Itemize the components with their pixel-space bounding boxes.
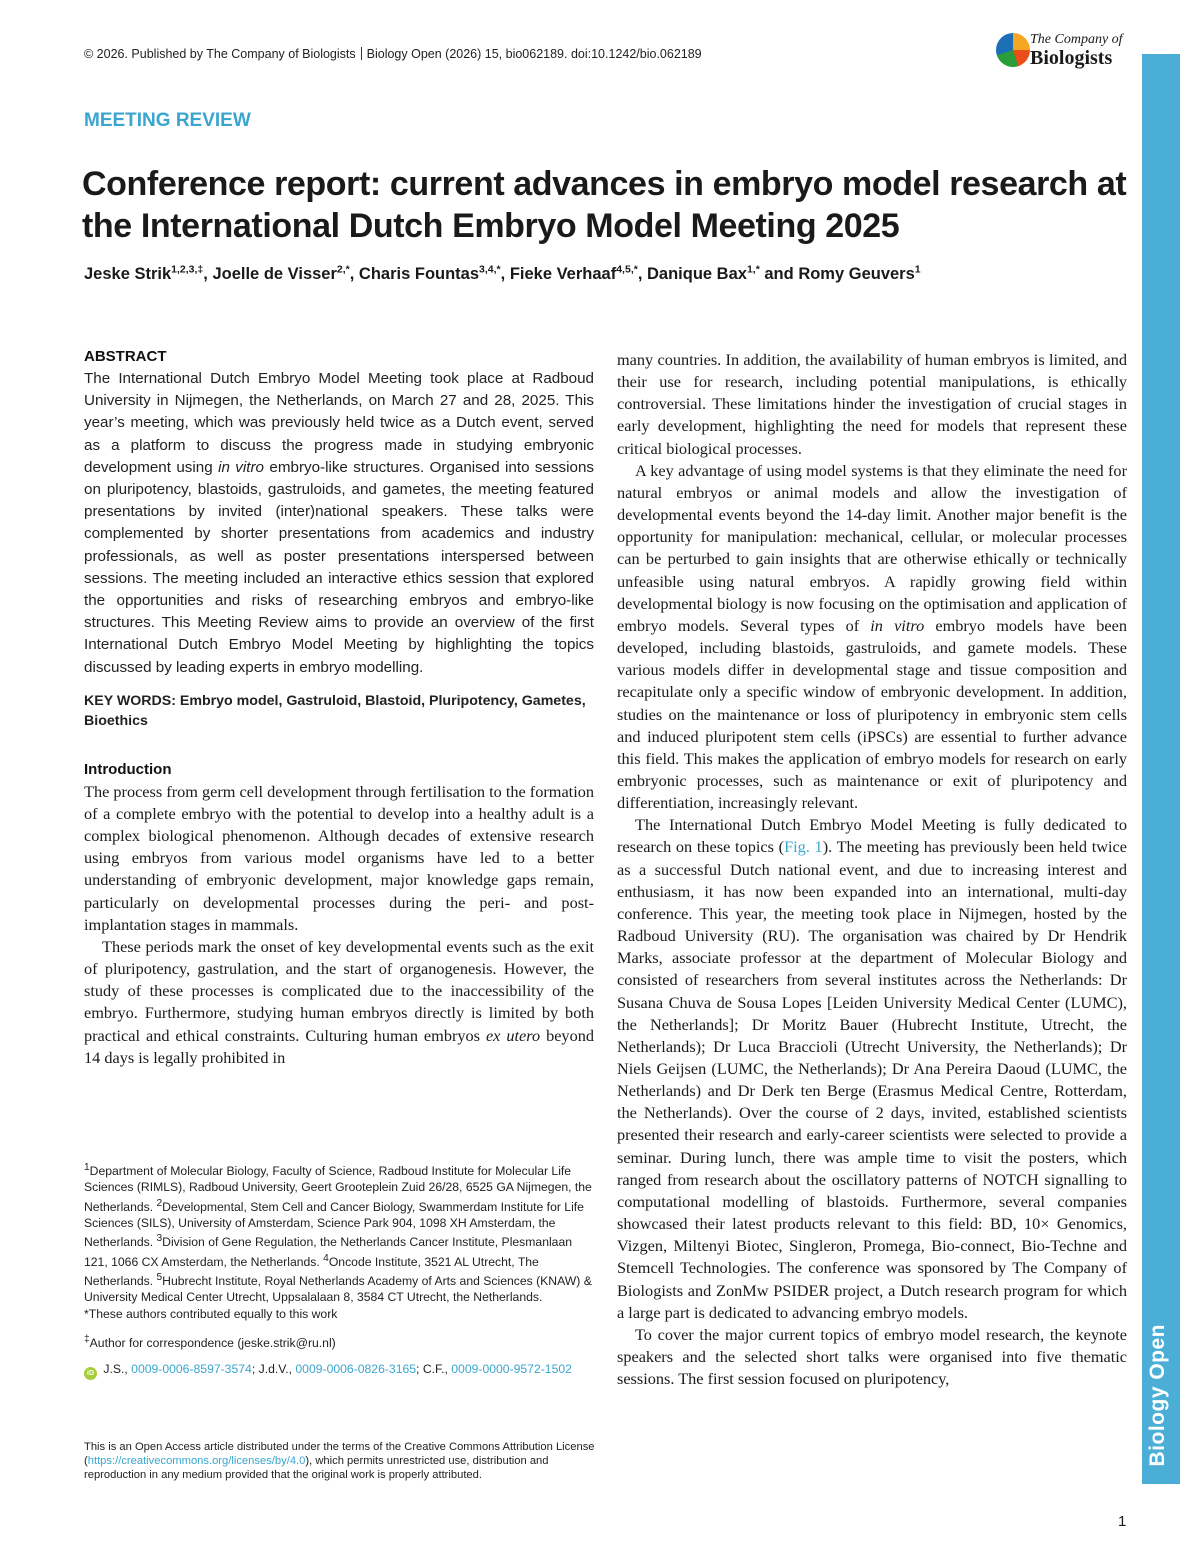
correspondence-note: ‡Author for correspondence (jeske.strik@ru.nl) xyxy=(84,1333,336,1351)
paragraph: many countries. In addition, the availability of human embryos is limited, and their use for research, including potential manipulations, is ethically controversial. These limitations hinder the investigation of crucial stages in early development, highlighting the need for models that represent these critical biological processes. xyxy=(617,350,1127,458)
title-line-2: the International Dutch Embryo Model Meeting 2025 xyxy=(82,207,900,245)
orcid-icon: iD xyxy=(84,1367,97,1380)
author: Danique Bax$^{1,*}$ and xyxy=(647,263,799,283)
author: Joelle de Visser$^{2,*}$, xyxy=(212,263,359,283)
author: Jeske Strik$^{1,2,3,\ddagger}$, xyxy=(84,263,213,283)
introduction-heading: Introduction xyxy=(84,760,172,778)
journal-side-bar xyxy=(1142,54,1180,1484)
publisher-logo xyxy=(996,30,1126,75)
journal-header xyxy=(84,47,702,61)
journal-side-label: Biology Open xyxy=(1146,1323,1169,1466)
logo-line1: The Company of xyxy=(1030,32,1123,47)
orcid-link[interactable]: 0009-0006-8597-3574 xyxy=(131,1362,252,1377)
logo-line2: Biologists xyxy=(1030,47,1113,69)
paragraph: To cover the major current topics of embryo model research, the keynote speakers and the selected short talks were organised into five thematic sessions. The first session focused on pluripotency, xyxy=(617,1324,1127,1389)
orcid-link[interactable]: 0009-0000-9572-1502 xyxy=(451,1362,572,1377)
company-of-biologists-logo-icon xyxy=(996,33,1030,67)
paragraph: A key advantage of using model systems is that they eliminate the need for natural embryos or animal models and allow the investigation of developmental events beyond the 14-day limit. Another major benefit is the opportunity for manipulation: mechanical, cellular, or molecular processes can be perturbed to gain insights that are otherwise ethically or technically unfeasible using natural embryos. A rapidly growing field within developmental biology is now focusing on the optimisation and application of embryo models. Several types of in vitro embryo models have been developed, including blastoids, gastruloids, and gamete models. These various models differ in developmental stage and tissue composition and recapitulate only a specific window of embryonic development. In addition, studies on the maintenance or loss of pluripotency in embryonic stem cells and induced pluripotent stem cells (iPSCs) are essential to further advance this field. This makes the application of embryo models for research on early embryonic processes, such as maintenance or exit of pluripotency and differentiation, increasingly relevant. xyxy=(617,460,1127,813)
article-type-label: MEETING REVIEW xyxy=(84,110,251,131)
header-divider xyxy=(361,47,362,60)
title-line-1: Conference report: current advances in embryo model research at xyxy=(82,165,1127,203)
abstract-heading: ABSTRACT xyxy=(84,348,167,365)
paragraph: These periods mark the onset of key developmental events such as the exit of pluripotency, gastrulation, and the start of organogenesis. However, the study of these processes is complicated due to the inaccessibility of the embryo. Furthermore, studying human embryos directly is limited by both practical and ethical constraints. Culturing human embryos ex utero beyond 14 days is legally prohibited in xyxy=(84,936,594,1067)
left-column xyxy=(84,348,594,1069)
paragraph: The process from germ cell development through fertilisation to the formation of a complete embryo with the potential to develop into a healthy adult is a complex biological phenomenon. Although decades of extensive research using embryos from various model organisms have led to a better understanding of embryonic development, major knowledge gaps remain, particularly on developmental processes during the peri- and post-implantation stages in mammals. xyxy=(84,781,594,934)
right-column xyxy=(617,349,1127,1390)
author: Fieke Verhaaf$^{4,5,*}$, xyxy=(509,263,647,283)
paragraph: The International Dutch Embryo Model Meeting is fully dedicated to research on these topics (Fig. 1). The meeting has previously been held twice as a successful Dutch national event, and due to increasing interest and enthusiasm, it has now been expanded into an international, multi-day conference. This year, the meeting took place in Nijmegen, hosted by the Radboud University (RU). The organisation was chaired by Dr Hendrik Marks, associate professor at the department of Molecular Biology and consisted of researchers from several institutes across the Netherlands: Dr Susana Chuva de Sousa Lopes [Leiden University Medical Center (LUMC), the Netherlands]; Dr Moritz Bauer (Hubrecht Institute, Utrecht, the Netherlands); Dr Luca Braccioli (Utrecht University, the Netherlands); Dr Niels Geijsen (LUMC, the Netherlands); Dr Ana Pereira Daoud (LUMC, the Netherlands) and Dr Derk ten Berge (Erasmus Medical Centre, Rotterdam, the Netherlands). Over the course of 2 days, invited, established scientists presented their research and early-career scientists were selected to provide a seminar. During lunch, there was ample time to visit the posters, which ranged from research about the oscillatory patterns of NOTCH signalling to computational modelling of blastoids. Furthermore, several companies showcased their latest products relevant to this field: BD, 10× Genomics, Vizgen, Miltenyi Biotec, Singleron, Promega, Bio-connect, Bio-Techne and Stemcell Technologies. The conference was sponsored by The Company of Biologists and ZonMw PSIDER project, a Dutch research program for which a large part is dedicated to advancing embryo models. xyxy=(617,815,1127,1322)
license-link[interactable]: https://creativecommons.org/licenses/by/4.0 xyxy=(87,1455,306,1468)
license-note: This is an Open Access article distributed under the terms of the Creative Commons Attribution License (https://creativecommons.org/licenses/by/4.0), which permits unrestricted use, distribution and reproduction in any medium provided that the original work is properly attributed. xyxy=(84,1441,595,1482)
introduction-body-left xyxy=(84,781,594,1069)
copyright-text: © 2026. Published by The Company of Biologists xyxy=(84,47,356,61)
page-number: 1 xyxy=(1118,1513,1127,1530)
author: Charis Fountas$^{3,4,*}$, xyxy=(358,263,510,283)
abstract-text: The International Dutch Embryo Model Meeting took place at Radboud University in Nijmegen, the Netherlands, on March 27 and 28, 2025. This year’s meeting, which was previously held twice as a Dutch event, served as a platform to discuss the progress made in studying embryonic development using in vitro embryo-like structures. Organised into sessions on pluripotency, blastoids, gastruloids, and gametes, the meeting featured presentations by invited (inter)national speakers. These talks were complemented by shorter presentations from academics and industry professionals, as well as poster presentations interspersed between sessions. The meeting included an interactive ethics session that explored the opportunities and risks of researching embryos and embryo-like structures. This Meeting Review aims to provide an overview of the first International Dutch Embryo Model Meeting by highlighting the topics discussed by leading experts in embryo modelling. xyxy=(84,370,595,676)
footnotes xyxy=(84,1160,594,1380)
orcid-link[interactable]: 0009-0006-0826-3165 xyxy=(295,1362,417,1377)
equal-contribution-note: *These authors contributed equally to this work xyxy=(84,1306,338,1321)
affiliations: $^1$Department of Molecular Biology, Faculty of Science, Radboud Institute for Molecular Life Sciences (RIMLS), Radboud University, Geert Grooteplein Zuid 26/28, 6525 GA Nijmegen, the Netherlands. $^2$Developmental, Stem Cell and Cancer Biology, Swammerdam Institute for Life Sciences (SILS), University of Amsterdam, Science Park 904, 1098 XH Amsterdam, the Netherlands. $^3$Division of Gene Regulation, the Netherlands Cancer Institute, Plesmanlaan 121, 1066 CX Amsterdam, the Netherlands. $^4$Oncode Institute, 3521 AL Utrecht, The Netherlands. $^5$Hubrecht Institute, Royal Netherlands Academy of Arts and Sciences (KNAW) & University Medical Center Utrecht, Uppsalalaan 8, 3584 CT Utrecht, the Netherlands. xyxy=(84,1162,592,1305)
author-list xyxy=(84,263,921,284)
citation-text: Biology Open (2026) 15, bio062189. doi:10.1242/bio.062189 xyxy=(366,47,702,61)
orcid-list: iD J.S., 0009-0006-8597-3574; J.d.V., 0009-0006-0826-3165; C.F., 0009-0000-9572-1502 xyxy=(84,1361,594,1380)
figure-1-link[interactable]: Fig. 1 xyxy=(784,837,823,857)
keywords: KEY WORDS: Embryo model, Gastruloid, Blastoid, Pluripotency, Gametes, Bioethics xyxy=(84,692,586,729)
author: Romy Geuvers$^1$ xyxy=(798,263,921,283)
article-title xyxy=(82,163,1142,247)
